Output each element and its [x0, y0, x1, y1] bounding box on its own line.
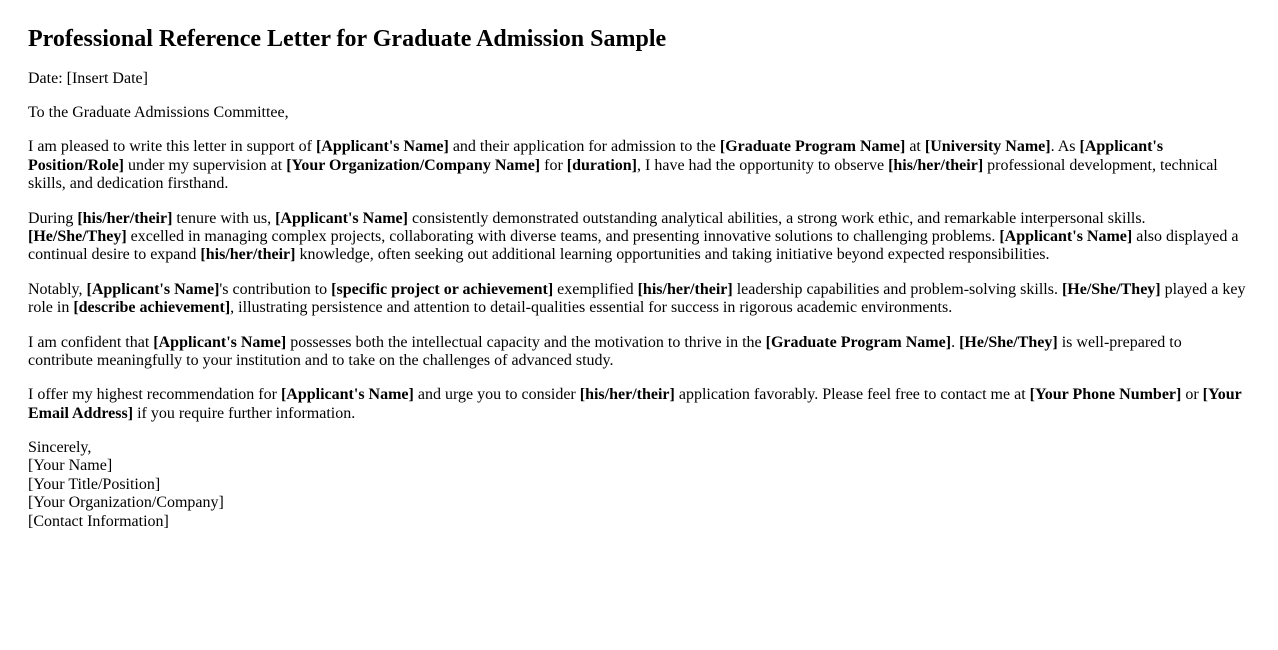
- placeholder-token: [Applicant's Name]: [153, 333, 287, 351]
- placeholder-token: [Applicant's Name]: [86, 280, 220, 298]
- placeholder-token: [Applicant's Name]: [999, 227, 1133, 245]
- text-run: , I have had the opportunity to observe: [637, 156, 889, 174]
- placeholder-token: [Your Organization/Company Name]: [286, 156, 541, 174]
- text-run: I am confident that: [28, 333, 154, 351]
- signature-title-line: [Your Title/Position]: [28, 475, 161, 493]
- placeholder-token: [his/her/their]: [637, 280, 733, 298]
- placeholder-token: [He/She/They]: [28, 227, 127, 245]
- text-run: I am pleased to write this letter in support of: [28, 138, 316, 156]
- placeholder-token: [his/her/their]: [888, 156, 984, 174]
- text-run: , illustrating persistence and attention to detail-qualities essential for success in rigorous academic environments.: [230, 299, 953, 317]
- text-run: professional development, technical skills, and dedication firsthand.: [28, 156, 1218, 193]
- placeholder-token: [Applicant's Position/Role]: [28, 138, 1164, 174]
- text-run: application favorably. Please feel free to contact me at: [674, 386, 1030, 404]
- text-run: leadership capabilities and problem-solving skills.: [732, 280, 1062, 298]
- placeholder-token: [his/her/their]: [579, 386, 675, 404]
- placeholder-token: [describe achievement]: [73, 299, 231, 317]
- document-title: Professional Reference Letter for Graduate Admission Sample: [28, 26, 667, 52]
- text-run: tenure with us,: [172, 209, 276, 227]
- text-run: 's contribution to: [219, 280, 332, 298]
- signature-name-line: [Your Name]: [28, 457, 113, 475]
- text-run: also displayed a continual desire to expand: [28, 227, 1239, 264]
- text-run: played a key role in: [28, 280, 1246, 317]
- text-run: is well-prepared to contribute meaningfully to your institution and to take on the challenges of advanced study.: [28, 333, 1182, 369]
- placeholder-token: [his/her/their]: [77, 209, 173, 227]
- text-run: Notably,: [28, 280, 87, 298]
- placeholder-token: [Applicant's Name]: [280, 386, 414, 404]
- text-run: . As: [1050, 138, 1080, 156]
- text-run: During: [28, 209, 78, 227]
- body-paragraph-tenure: [28, 210, 1248, 265]
- signature-contact-line: [Contact Information]: [28, 512, 169, 530]
- body-paragraph-confidence: [28, 334, 1248, 371]
- text-run: and urge you to consider: [413, 386, 580, 404]
- signature-organization-line: [Your Organization/Company]: [28, 494, 224, 512]
- placeholder-token: [Graduate Program Name]: [719, 138, 906, 156]
- placeholder-token: [Your Email Address]: [28, 386, 1242, 422]
- placeholder-token: [Graduate Program Name]: [765, 333, 952, 351]
- text-run: consistently demonstrated outstanding analytical abilities, a strong work ethic, and remarkable interpersonal skills.: [407, 209, 1146, 227]
- body-paragraph-recommendation: [28, 386, 1248, 423]
- date-line: Date: [Insert Date]: [28, 69, 148, 87]
- text-run: possesses both the intellectual capacity and the motivation to thrive in the: [286, 333, 766, 351]
- text-run: .: [951, 333, 960, 351]
- text-run: I offer my highest recommendation for: [28, 386, 281, 404]
- body-paragraph-introduction: [28, 138, 1248, 193]
- placeholder-token: [his/her/their]: [200, 246, 296, 264]
- signature-block: [28, 439, 1248, 531]
- text-run: under my supervision at: [124, 156, 287, 174]
- closing-line: Sincerely,: [28, 439, 92, 457]
- text-run: excelled in managing complex projects, collaborating with diverse teams, and presenting innovative solutions to challenging problems.: [126, 227, 1000, 245]
- body-paragraph-achievement: [28, 281, 1248, 318]
- text-run: for: [540, 156, 567, 174]
- text-run: at: [905, 138, 925, 156]
- text-run: if you require further information.: [133, 404, 356, 422]
- placeholder-token: [He/She/They]: [1061, 280, 1161, 298]
- placeholder-token: [Applicant's Name]: [315, 138, 449, 156]
- placeholder-token: [Applicant's Name]: [275, 209, 408, 227]
- text-run: knowledge, often seeking out additional learning opportunities and taking initiative beyond expected responsibilities.: [295, 246, 1050, 264]
- placeholder-token: [Your Phone Number]: [1029, 386, 1182, 404]
- placeholder-token: [duration]: [566, 156, 638, 174]
- text-run: and their application for admission to the: [448, 138, 720, 156]
- text-run: exemplified: [553, 280, 638, 298]
- placeholder-token: [He/She/They]: [959, 333, 1058, 351]
- salutation-line: To the Graduate Admissions Committee,: [28, 103, 289, 121]
- placeholder-token: [University Name]: [924, 138, 1051, 156]
- text-run: or: [1181, 386, 1203, 404]
- placeholder-token: [specific project or achievement]: [331, 280, 554, 298]
